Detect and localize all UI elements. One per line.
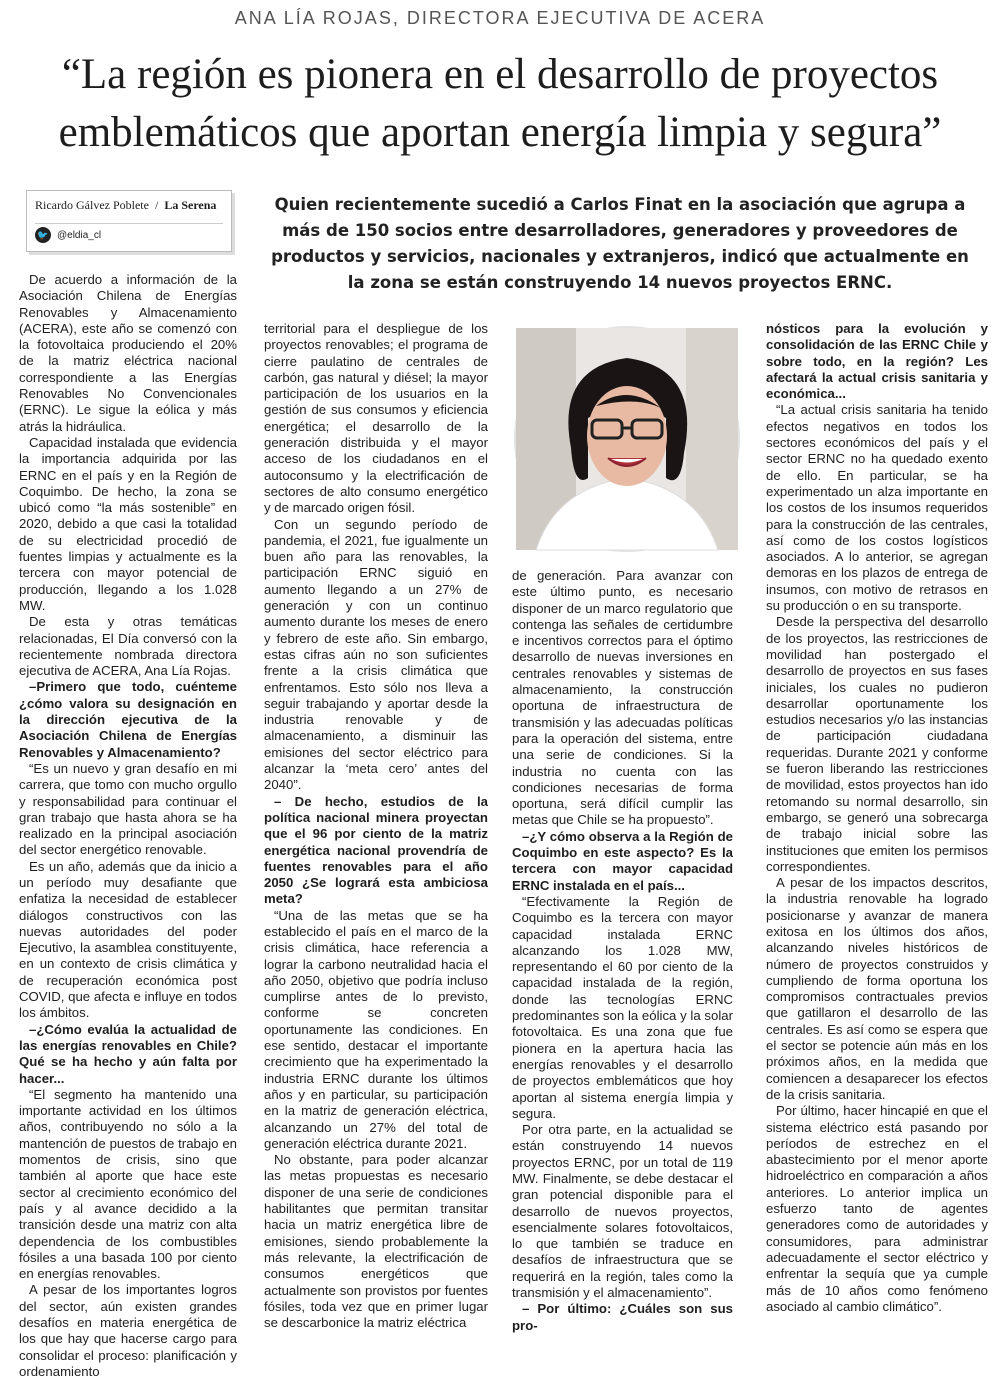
interview-question: –Primero que todo, cuénteme ¿cómo valora su designación en la dirección ejecutiva de la Asociación Chilena de Energías Renovables y Almacenamiento?: [19, 679, 237, 760]
text-column-4: [766, 321, 988, 1314]
text-column-3: [512, 568, 733, 1333]
byline: [27, 191, 231, 217]
interview-question: – De hecho, estudios de la política nacional minera proyectan que el 96 por ciento de la matriz energética nacional provendría de fuentes renovables para el año 2050 ¿Se logrará esta ambiciosa meta?: [264, 793, 488, 907]
byline-box: [26, 190, 232, 252]
body-paragraph: De esta y otras temáticas relacionadas, El Día conversó con la recientemente nombrada directora ejecutiva de ACERA, Ana Lía Rojas.: [19, 614, 237, 679]
twitter-handle[interactable]: @eldia_cl: [57, 229, 102, 241]
byline-author: Ricardo Gálvez Poblete: [35, 198, 149, 212]
body-paragraph: territorial para el despliegue de los proyectos renovables; el programa de cierre paulatino de centrales de carbón, gas natural y diésel; la mayor participación de los usuarios en la gestión de sus consumos y eficiencia energética; el desarrollo de la generación distribuida y el mayor acceso de los ciudadanos en el autoconsumo y la electrificación de sectores de alto consumo energético y de marcado origen fósil.: [264, 321, 488, 516]
body-paragraph: Es un año, además que da inicio a un período muy desafiante que enfatiza la necesidad de establecer diálogos constructivos con las nuevas autoridades del poder Ejecutivo, la asamblea constituyente, en un contexto de crisis climática y de recuperación económica post COVID, que afecta e influye en todos los ámbitos.: [19, 858, 237, 1021]
body-paragraph: Por último, hacer hincapié en que el sistema eléctrico está pasando por períodos de estrechez en el abastecimiento por el menor aporte hidroeléctrico en comparación a años anteriores. Lo anterior implica un esfuerzo tanto de agentes generadores como de autoridades y consumidores, para administrar adecuadamente el sector eléctrico y enfrentar la sequía que ya cumple más de 10 años como fenómeno asociado al cambio climático”.: [766, 1103, 988, 1314]
body-paragraph: Desde la perspectiva del desarrollo de los proyectos, las restricciones de movilidad han postergado el desarrollo de proyectos en sus fases iniciales, los cuales no pudieron desarrollar oportunamente los estudios necesarios y/o las instancias de participación ciudadana requeridas. Durante 2021 y conforme se fueron liberando las restricciones de movilidad, estos proyectos han ido retomando su normal desarrollo, sin embargo, se generó una sobrecarga de trabajo inicial sobre las instituciones que emiten los permisos correspondientes.: [766, 614, 988, 874]
body-paragraph: de generación. Para avanzar con este último punto, es necesario disponer de un marco regulatorio que contenga las señales de certidumbre e incentivos correctos para el óptimo desarrollo de nuevas inversiones en centrales renovables y sistemas de almacenamiento, la construcción oportuna de infraestructura de transmisión y las adecuadas políticas para la operación del sistema, entre una serie de condiciones. Si la industria no cuenta con las condiciones necesarias de forma oportuna, será difícil cumplir las metas que Chile se ha propuesto”.: [512, 568, 733, 828]
body-paragraph: Por otra parte, en la actualidad se están construyendo 14 nuevos proyectos ERNC, por un total de 119 MW. Finalmente, se debe destacar el gran potencial disponible para el desarrollo de nuevos proyectos, esencialmente solares fotovoltaicos, lo que también se traduce en desafíos de infraestructura que se requerirá en la región, tales como la transmisión y el almacenamiento”.: [512, 1122, 733, 1301]
kicker: ANA LÍA ROJAS, DIRECTORA EJECUTIVA DE ACERA: [234, 8, 766, 28]
interview-question: nósticos para la evolución y consolidación de las ERNC Chile y sobre todo, en la región? Les afectará la actual crisis sanitaria y económica...: [766, 321, 988, 402]
portrait-photo: [514, 326, 740, 552]
byline-place: La Serena: [164, 198, 217, 212]
body-paragraph: A pesar de los impactos descritos, la industria renovable ha logrado posicionarse y avanzar de manera exitosa en los últimos dos años, alcanzando niveles históricos de número de proyectos construidos y cumpliendo de forma oportuna los compromisos contractuales previos que gatillaron el desarrollo de las centrales. Es así como se espera que el sector se potencie aún más en los próximos años, en la medida que comiencen a desaparecer los efectos de la crisis sanitaria.: [766, 875, 988, 1102]
interview-question: – Por último: ¿Cuáles son sus pro-: [512, 1301, 733, 1333]
body-paragraph: “Una de las metas que se ha establecido el país en el marco de la crisis climática, hace referencia a lograr la carbono neutralidad hacia el año 2050, objetivo que podría incluso cumplirse antes de lo previsto, conforme se concreten oportunamente las condiciones. En ese sentido, destacar el importante crecimiento que ha experimentado la industria ERNC durante los últimos años y en particular, su participación en la matriz de generación eléctrica, alcanzando un 27% del total de generación eléctrica durante 2021.: [264, 907, 488, 1151]
body-paragraph: “La actual crisis sanitaria ha tenido efectos negativos en todos los sectores económicos del país y el sector ERNC no ha quedado exento de ello. En particular, se ha experimentado un alza importante en los costos de los insumos requeridos para la construcción de las centrales, así como de los costos logísticos asociados. A lo anterior, se agregan demoras en los plazos de entrega de insumos, con motivo de retrasos en su producción o en su transporte.: [766, 402, 988, 614]
body-paragraph: No obstante, para poder alcanzar las metas propuestas es necesario disponer de una serie de condiciones habilitantes que permitan transitar hacia un matriz energética libre de emisiones, siendo probablemente la más relevante, la electrificación de consumos energéticos que actualmente son provistos por fuentes fósiles, toda vez que en primer lugar se descarbonice la matriz eléctrica: [264, 1152, 488, 1331]
body-paragraph: A pesar de los importantes logros del sector, aún existen grandes desafíos en materia energética de los que hay que hacerse cargo para consolidar el proceso: planificación y ordenamiento: [19, 1282, 237, 1379]
byline-separator: /: [154, 198, 159, 212]
body-paragraph: Con un segundo período de pandemia, el 2021, fue igualmente un buen año para las renovables, la participación ERNC siguió en aumento llegando a un 27% de generación y con un continuo aumento durante los meses de enero y febrero de este año. Sin embargo, estas cifras aún no son suficientes frente a la crisis climática que enfrentamos. Esto sólo nos lleva a seguir trabajando y aportar desde la industria renovable y de almacenamiento, a disminuir las emisiones del sector eléctrico para alcanzar la ‘meta cero’ antes del 2040”.: [264, 516, 488, 793]
body-paragraph: De acuerdo a información de la Asociación Chilena de Energías Renovables y Almacenamiento (ACERA), este año se comenzó con la fotovoltaica produciendo el 20% de la matriz eléctrica nacional correspondiente a las Energías Renovables No Convencionales (ERNC). Le sigue la eólica y más atrás la hidráulica.: [19, 272, 237, 434]
body-paragraph: “Efectivamente la Región de Coquimbo es la tercera con mayor capacidad instalada ERNC alcanzando los 1.028 MW, representando el 60 por ciento de la capacidad instalada de la región, donde las tecnologías ERNC predominantes son la eólica y la solar fotovoltaica. Es una zona que fue pionera en la apertura hacia las energías renovables y el desarrollo de proyectos emblemáticos que hoy aportan al sistema energía limpia y segura.: [512, 893, 733, 1121]
lead-paragraph: Quien recientemente sucedió a Carlos Finat en la asociación que agrupa a más de 150 socios entre desarrolladores, generadores y proveedores de productos y servicios, nacionales y extranjeros, indicó que actualmente en la zona se están construyendo 14 nuevos proyectos ERNC.: [271, 195, 969, 292]
portrait-illustration: [516, 328, 738, 550]
text-column-2: [264, 321, 488, 1331]
twitter-bird-icon: 🐦: [35, 227, 51, 243]
body-paragraph: Capacidad instalada que evidencia la importancia adquirida por las ERNC en el país y en la Región de Coquimbo. De hecho, la zona se ubicó como “la más sostenible” en 2020, debido a que casi la totalidad de su electricidad procedió de fuentes limpias y actualmente es la tercera con mayor potencial de producción, llegando a los 1.028 MW.: [19, 434, 237, 613]
twitter-row: [35, 223, 223, 246]
body-paragraph: “Es un nuevo y gran desafío en mi carrera, que tomo con mucho orgullo y responsabilidad para continuar el gran trabajo que hasta ahora se ha realizado en la principal asociación del sector energético renovable.: [19, 760, 237, 858]
interview-question: –¿Cómo evalúa la actualidad de las energías renovables en Chile? Qué se ha hecho y aún falta por hacer...: [19, 1021, 237, 1086]
interview-question: –¿Y cómo observa a la Región de Coquimbo en este aspecto? Es la tercera con mayor capacidad ERNC instalada en el país...: [512, 828, 733, 893]
headline: “La región es pionera en el desarrollo de proyectos emblemáticos que aportan energía limpia y segura”: [58, 51, 942, 156]
body-paragraph: “El segmento ha mantenido una importante actividad en los últimos años, contribuyendo no sólo a la mantención de puestos de trabajo en momentos de crisis, sino que también al aporte que hace este sector al crecimiento económico del país y al avance decidido a la transición desde una matriz con alta dependencia de los combustibles fósiles a una basada 100 por ciento en energías renovables.: [19, 1086, 237, 1282]
text-column-1: [19, 272, 237, 1379]
